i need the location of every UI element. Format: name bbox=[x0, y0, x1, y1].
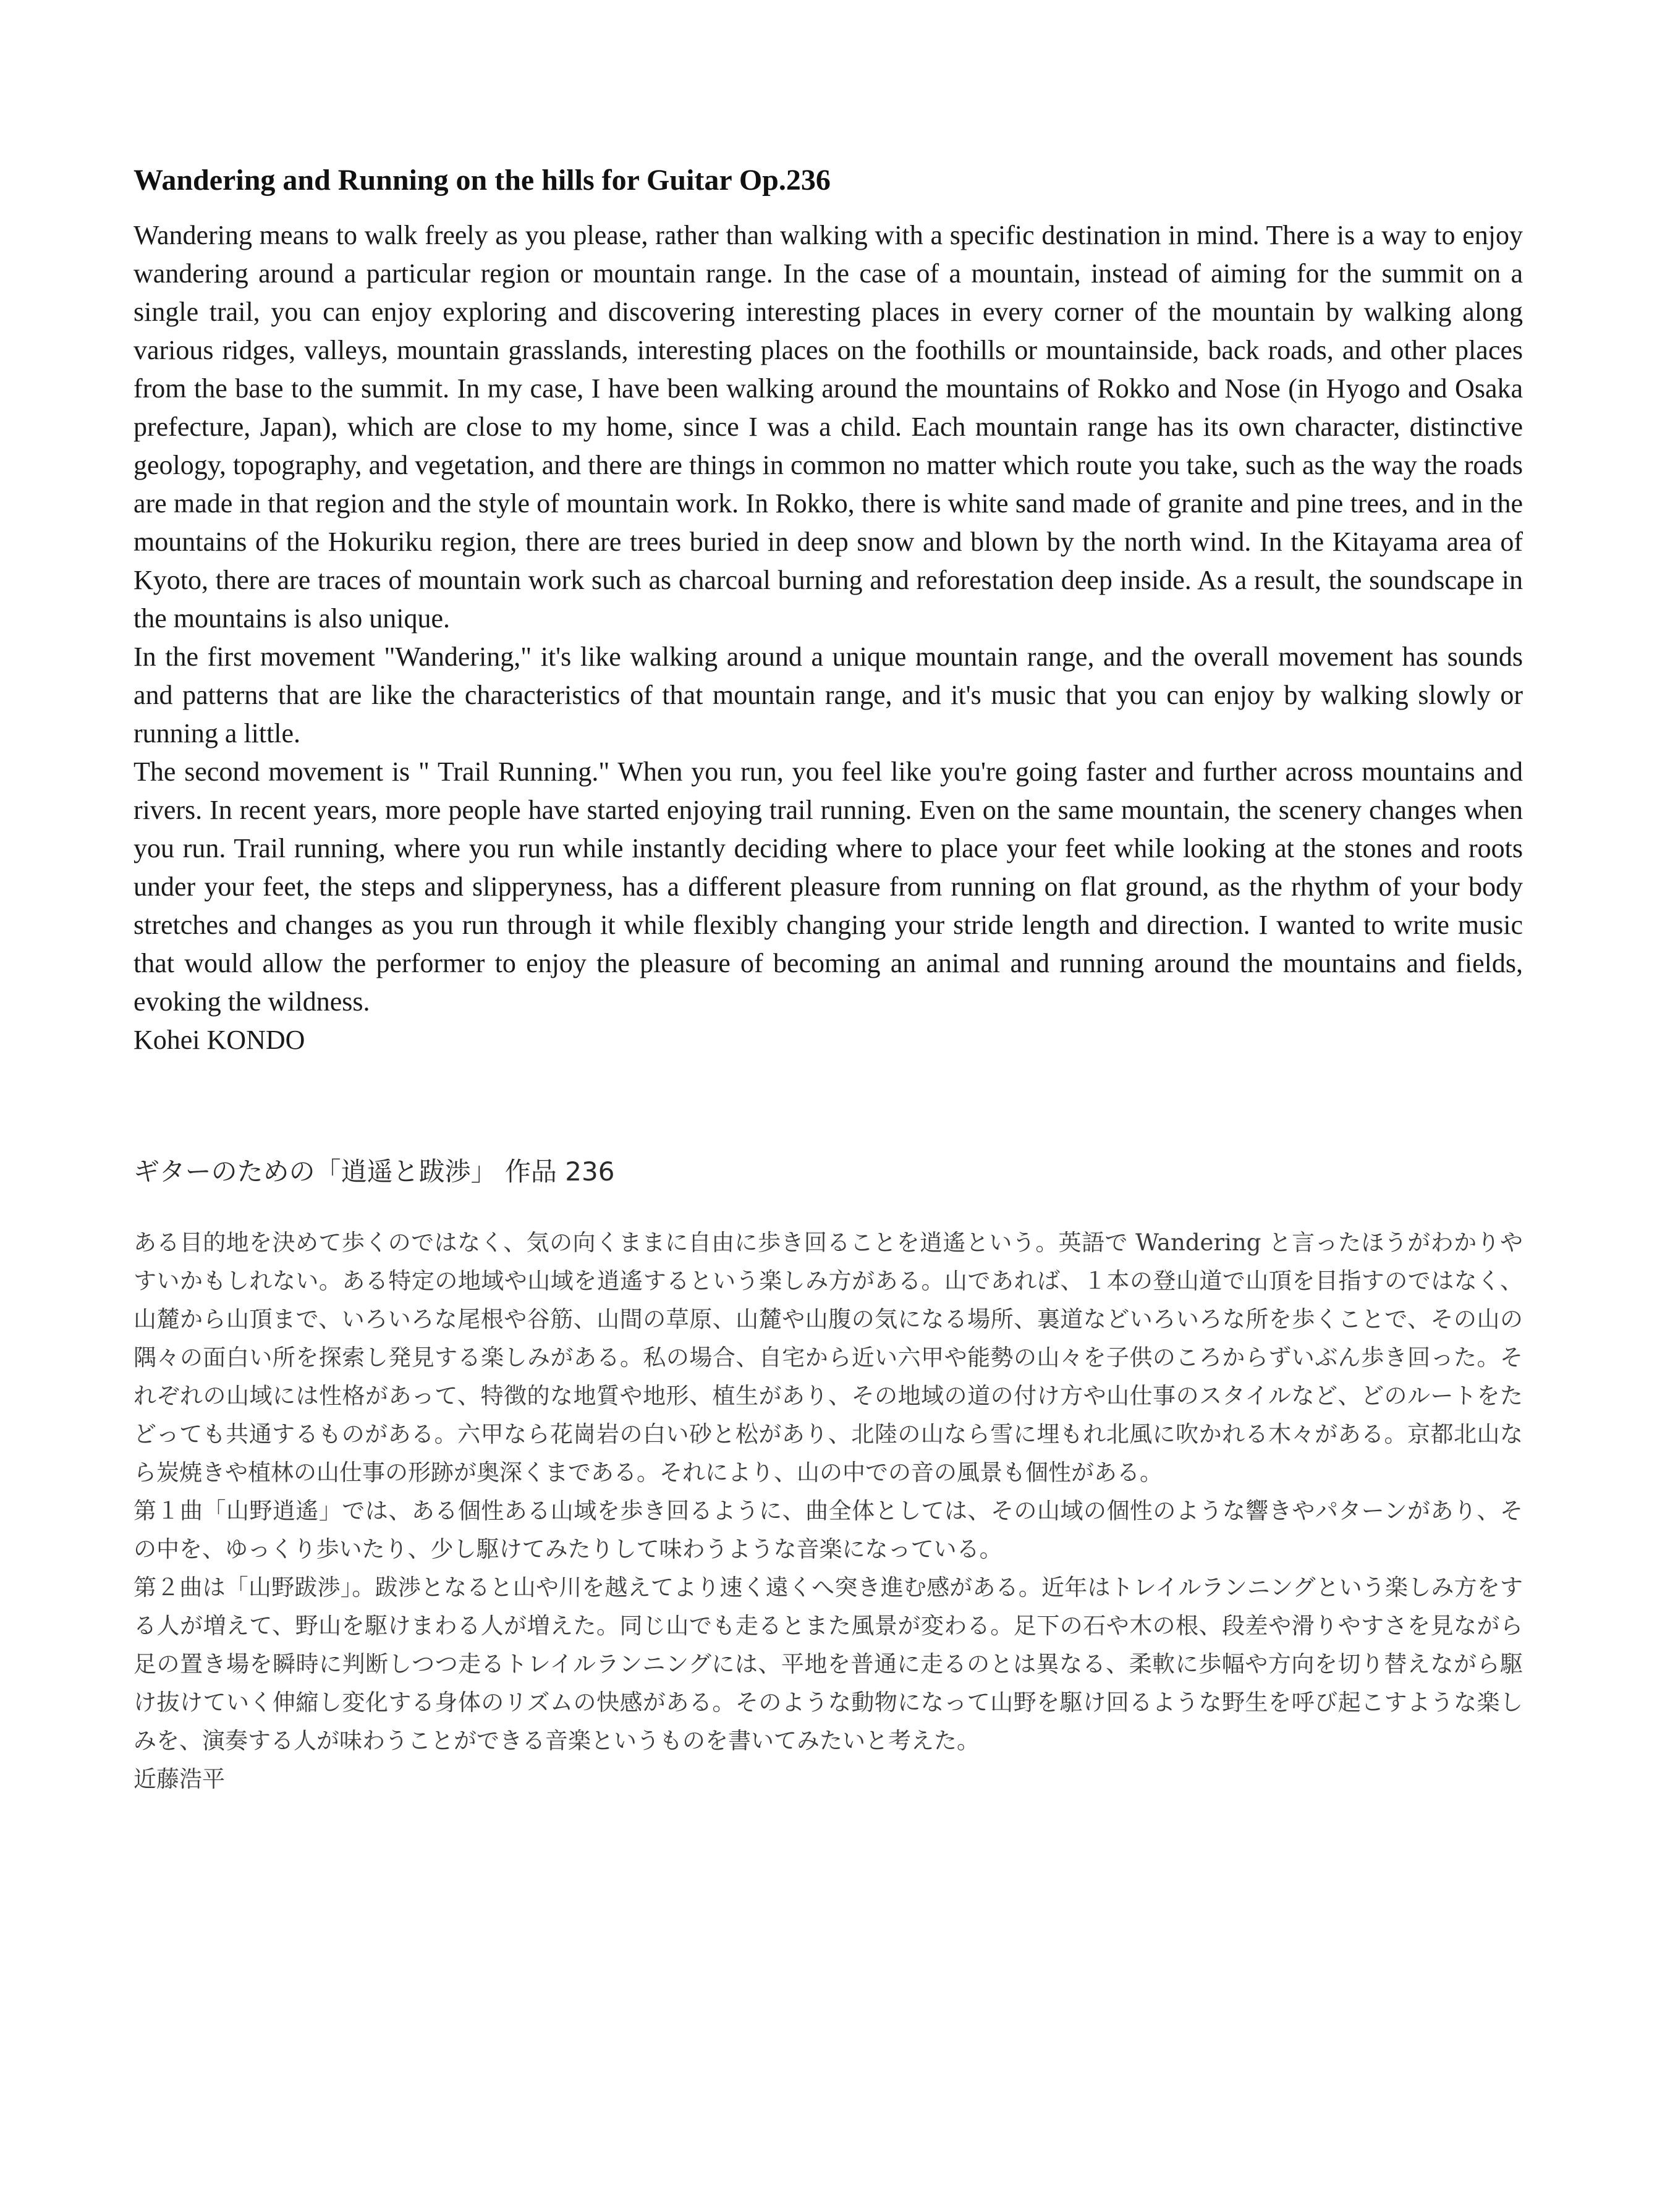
japanese-title: ギターのための「逍遥と跋渉」 作品 236 bbox=[133, 1156, 615, 1187]
japanese-paragraph-2: 第１曲「山野逍遙」では、ある個性ある山域を歩き回るように、曲全体としては、その山域の個性のような響きやパターンがあり、その中を、ゆっくり歩いたり、少し駆けてみたりして味わうような音楽になっている。 bbox=[133, 1498, 1523, 1562]
english-paragraph-3: The second movement is " Trail Running." When you run, you feel like you're going faster and further across mountains and rivers. In recent years, more people have started enjoying trail running. Even on the same mountain, the scenery changes when you run. Trail running, where you run while instantly deciding where to place your feet while looking at the stones and roots under your feet, the steps and slipperyness, has a different pleasure from running on flat ground, as the rhythm of your body stretches and changes as you run through it while flexibly changing your stride length and direction. I wanted to write music that would allow the performer to enjoy the pleasure of becoming an animal and running around the mountains and fields, evoking the wildness. bbox=[133, 756, 1523, 1017]
japanese-paragraph-1: ある目的地を決めて歩くのではなく、気の向くままに自由に歩き回ることを逍遙という。英語で Wandering と言ったほうがわかりやすいかもしれない。ある特定の地域や山域を逍遙するという楽しみ方がある。山であれば、１本の登山道で山頂を目指すのではなく、山麓から山頂まで、いろいろな尾根や谷筋、山間の草原、山麓や山腹の気になる場所、裏道などいろいろな所を歩くことで、その山の隅々の面白い所を探索し発見する楽しみがある。私の場合、自宅から近い六甲や能勢の山々を子供のころからずいぶん歩き回った。それぞれの山域には性格があって、特徴的な地質や地形、植生があり、その地域の道の付け方や山仕事のスタイルなど、どのルートをたどっても共通するものがある。六甲なら花崗岩の白い砂と松があり、北陸の山なら雪に埋もれ北風に吹かれる木々がある。京都北山なら炭焼きや植林の山仕事の形跡が奥深くまである。それにより、山の中での音の風景も個性がある。 bbox=[133, 1229, 1523, 1486]
english-title: Wandering and Running on the hills for Guitar Op.236 bbox=[133, 164, 831, 197]
english-paragraph-1: Wandering means to walk freely as you please, rather than walking with a specific destination in mind. There is a way to enjoy wandering around a particular region or mountain range. In the case of a mountain, instead of aiming for the summit on a single trail, you can enjoy exploring and discovering interesting places in every corner of the mountain by walking along various ridges, valleys, mountain grasslands, interesting places on the foothills or mountainside, back roads, and other places from the base to the summit. In my case, I have been walking around the mountains of Rokko and Nose (in Hyogo and Osaka prefecture, Japan), which are close to my home, since I was a child. Each mountain range has its own character, distinctive geology, topography, and vegetation, and there are things in common no matter which route you take, such as the way the roads are made in that region and the style of mountain work. In Rokko, there is white sand made of granite and pine trees, and in the mountains of the Hokuriku region, there are trees buried in deep snow and blown by the north wind. In the Kitayama area of Kyoto, there are traces of mountain work such as charcoal burning and reforestation deep inside. As a result, the soundscape in the mountains is also unique. bbox=[133, 220, 1523, 634]
english-body bbox=[133, 216, 1523, 1059]
english-author: Kohei KONDO bbox=[133, 1025, 305, 1055]
japanese-body bbox=[133, 1224, 1523, 1799]
english-paragraph-2: In the first movement "Wandering," it's like walking around a unique mountain range, and the overall movement has sounds and patterns that are like the characteristics of that mountain range, and it's music that you can enjoy by walking slowly or running a little. bbox=[133, 642, 1523, 748]
japanese-paragraph-3: 第２曲は「山野跋渉」。跋渉となると山や川を越えてより速く遠くへ突き進む感がある。近年はトレイルランニングという楽しみ方をする人が増えて、野山を駆けまわる人が増えた。同じ山でも走るとまた風景が変わる。足下の石や木の根、段差や滑りやすさを見ながら足の置き場を瞬時に判断しつつ走るトレイルランニングには、平地を普通に走るのとは異なる、柔軟に歩幅や方向を切り替えながら駆け抜けていく伸縮し変化する身体のリズムの快感がある。そのような動物になって山野を駆け回るような野生を呼び起こすような楽しみを、演奏する人が味わうことができる音楽というものを書いてみたいと考えた。 bbox=[133, 1574, 1523, 1754]
japanese-author: 近藤浩平 bbox=[133, 1766, 225, 1792]
